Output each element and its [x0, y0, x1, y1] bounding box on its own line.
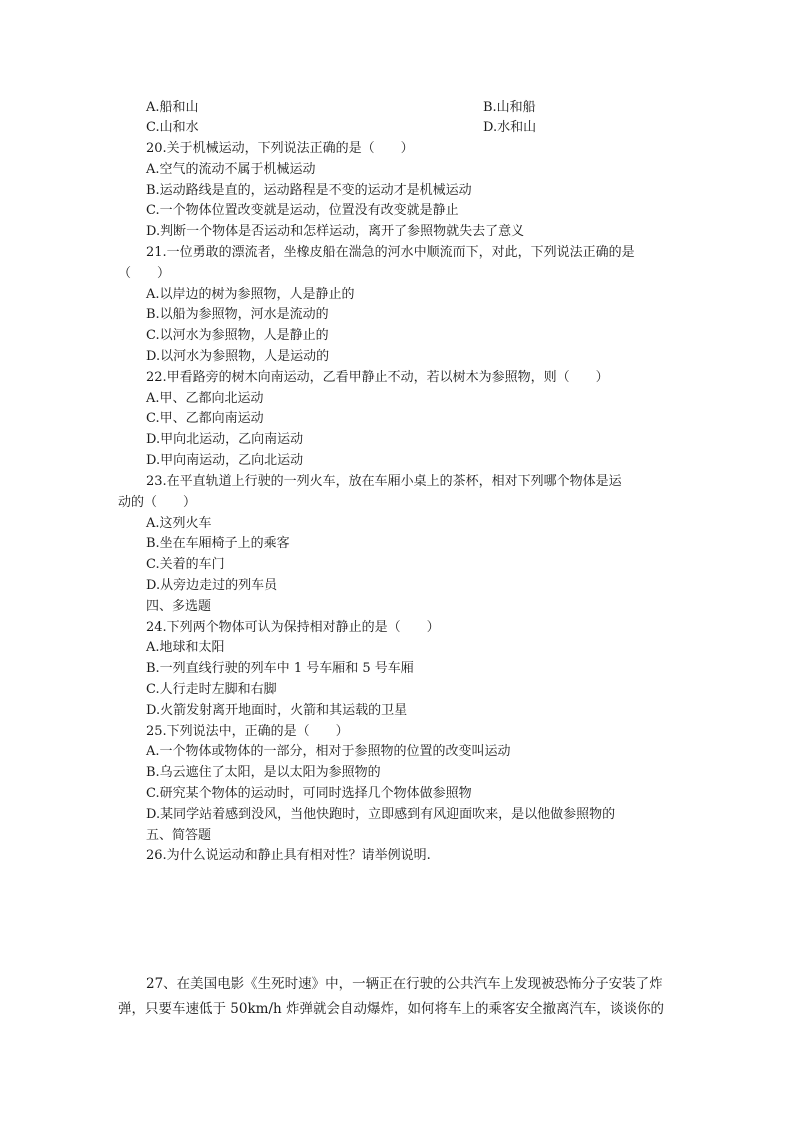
q25-option-a: A.一个物体或物体的一部分，相对于参照物的位置的改变叫运动 — [146, 744, 511, 759]
q25-option-b: B.乌云遮住了太阳，是以太阳为参照物的 — [146, 765, 381, 780]
q23-option-a: A.这列火车 — [146, 516, 212, 531]
q23-stem-line1: 23.在平直轨道上行驶的一列火车，放在车厢小桌上的茶杯，相对下列哪个物体是运 — [146, 474, 622, 489]
q19-option-a: A.船和山 — [146, 100, 199, 115]
q24-option-b: B.一列直线行驶的列车中 1 号车厢和 5 号车厢 — [146, 661, 414, 676]
q22-option-a: A.甲、乙都向北运动 — [146, 391, 264, 406]
q20-option-b: B.运动路线是直的，运动路程是不变的运动才是机械运动 — [146, 183, 472, 198]
q25-option-c: C.研究某个物体的运动时，可同时选择几个物体做参照物 — [146, 786, 472, 801]
q23-option-c: C.关着的车门 — [146, 557, 225, 572]
q24-option-c: C.人行走时左脚和右脚 — [146, 682, 277, 697]
q20-option-c: C.一个物体位置改变就是运动，位置没有改变就是静止 — [146, 203, 459, 218]
q21-option-a: A.以岸边的树为参照物，人是静止的 — [146, 287, 355, 302]
q22-option-d: D.甲向南运动，乙向北运动 — [146, 453, 304, 468]
q23-stem-line2: 动的（ ） — [118, 495, 197, 510]
q22-option-b: C.甲、乙都向南运动 — [146, 411, 264, 426]
q21-option-b: B.以船为参照物，河水是流动的 — [146, 307, 329, 322]
q24-stem: 24.下列两个物体可认为保持相对静止的是（ ） — [146, 620, 440, 635]
q22-option-c: D.甲向北运动，乙向南运动 — [146, 432, 304, 447]
q21-option-d: D.以河水为参照物，人是运动的 — [146, 349, 330, 364]
q24-option-d: D.火箭发射离开地面时，火箭和其运载的卫星 — [146, 703, 408, 718]
q20-stem: 20.关于机械运动，下列说法正确的是（ ） — [146, 141, 414, 156]
q24-option-a: A.地球和太阳 — [146, 640, 225, 655]
q22-stem: 22.甲看路旁的树木向南运动，乙看甲静止不动，若以树木为参照物，则（ ） — [146, 370, 609, 385]
q19-option-c: C.山和水 — [146, 120, 199, 135]
q26-stem: 26.为什么说运动和静止具有相对性？请举例说明. — [146, 848, 431, 863]
q21-option-c: C.以河水为参照物，人是静止的 — [146, 328, 329, 343]
q21-stem-line1: 21.一位勇敢的漂流者，坐橡皮船在湍急的河水中顺流而下，对此，下列说法正确的是 — [146, 245, 635, 260]
q20-option-a: A.空气的流动不属于机械运动 — [146, 162, 316, 177]
section-heading-multiple-choice: 四、多选题 — [146, 599, 212, 614]
q23-option-b: B.坐在车厢椅子上的乘客 — [146, 536, 290, 551]
q19-option-d: D.水和山 — [483, 120, 537, 135]
q27-stem-line1: 27、在美国电影《生死时速》中，一辆正在行驶的公共汽车上发现被恐怖分子安装了炸 — [146, 976, 663, 992]
q21-stem-line2: （ ） — [118, 266, 171, 281]
q25-option-d: D.某同学站着感到没风，当他快跑时，立即感到有风迎面吹来，是以他做参照物的 — [146, 807, 616, 822]
q20-option-d: D.判断一个物体是否运动和怎样运动，离开了参照物就失去了意义 — [146, 224, 525, 239]
q23-option-d: D.从旁边走过的列车员 — [146, 578, 278, 593]
q27-stem-line2: 弹，只要车速低于 50km/h 炸弹就会自动爆炸，如何将车上的乘客安全撤离汽车，谈谈你的 — [118, 1001, 664, 1017]
q25-stem: 25.下列说法中，正确的是（ ） — [146, 724, 349, 739]
q19-option-b: B.山和船 — [483, 100, 536, 115]
section-heading-short-answer: 五、简答题 — [146, 828, 212, 843]
